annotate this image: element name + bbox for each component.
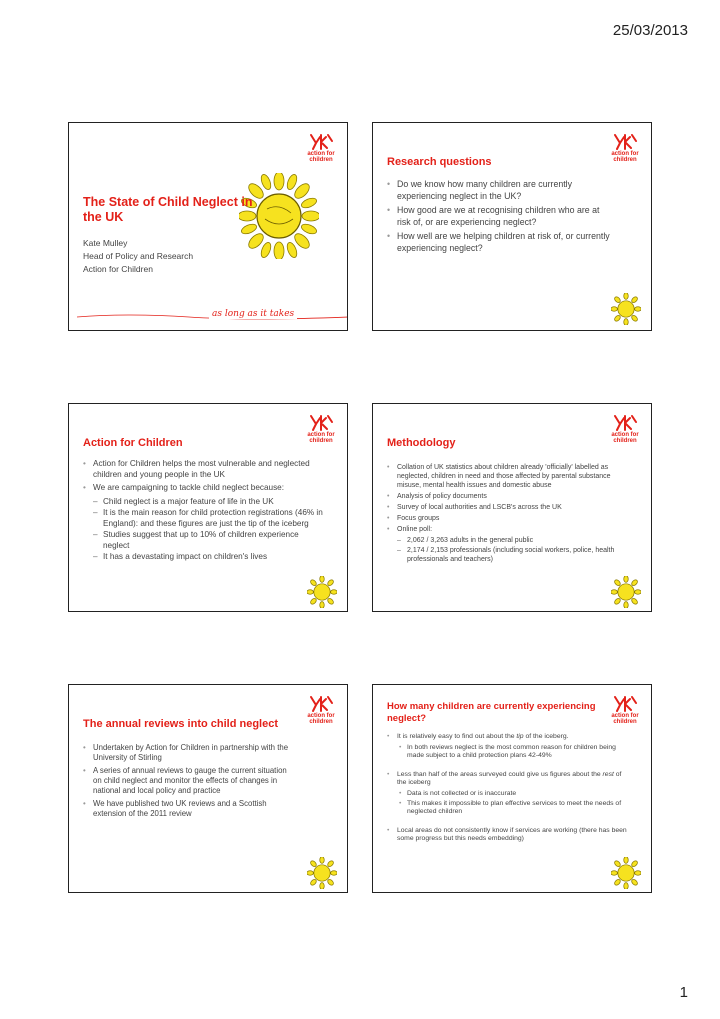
logo-figures-icon: [308, 133, 334, 151]
list-item: • Survey of local authorities and LSCB's across the UK: [387, 503, 621, 512]
list-item: [387, 733, 627, 742]
list-item: • Do we know how many children are currently experiencing neglect in the UK?: [387, 179, 615, 202]
list-subitem: – It has a devastating impact on children's lives: [83, 552, 327, 563]
slide-methodology: [372, 403, 652, 612]
sun-icon: [611, 293, 641, 325]
list-item: • Undertaken by Action for Children in partnership with the University of Stirling: [83, 743, 297, 763]
logo-line2: children: [309, 438, 333, 444]
list-subitem: – 2,062 / 3,263 adults in the general public: [387, 536, 621, 545]
list-item: • How well are we helping children at risk of, or currently experiencing neglect?: [387, 231, 615, 254]
logo-line1: action for: [611, 151, 639, 157]
list-item: • Focus groups: [387, 514, 621, 523]
list-item: • Local areas do not consistently know if services are working (there has been some progress but this needs embedding): [387, 827, 627, 844]
logo: [305, 133, 337, 163]
bullet-list: [387, 733, 627, 846]
sun-icon: [611, 576, 641, 608]
sun-icon: [611, 857, 641, 889]
sun-icon: [307, 576, 337, 608]
list-subitem: • In both reviews neglect is the most common reason for children being made subject to a child protection plans 42-49%: [387, 744, 627, 761]
logo-line1: action for: [611, 713, 639, 719]
logo-figures-icon: [308, 414, 334, 432]
list-subitem: – Studies suggest that up to 10% of children experience neglect: [83, 530, 327, 551]
presenter-role: Head of Policy and Research: [83, 251, 194, 261]
slide-heading: Methodology: [387, 437, 456, 449]
bullet-list: [83, 743, 297, 822]
text-part: of the iceberg.: [523, 733, 569, 740]
list-subitem: – It is the main reason for child protection registrations (46% in England): and these figures are just the tip of the iceberg: [83, 508, 327, 529]
list-subitem: – 2,174 / 2,153 professionals (including social workers, police, health professionals and teachers): [387, 546, 621, 564]
list-item: • We are campaigning to tackle child neglect because:: [83, 483, 327, 494]
logo: [609, 414, 641, 444]
bullet-list: [387, 463, 621, 565]
header-date: 25/03/2013: [612, 22, 688, 39]
list-subitem: • Data is not collected or is inaccurate: [387, 790, 627, 799]
list-item: [387, 771, 627, 788]
list-item: • How good are we at recognising children who are at risk of, or are experiencing neglect?: [387, 205, 615, 228]
slide-heading: How many children are currently experiencing neglect?: [387, 701, 596, 724]
logo: [609, 133, 641, 163]
text-part: of the iceberg: [397, 770, 622, 787]
logo-line2: children: [613, 719, 637, 725]
slide-action-for-children: [68, 403, 348, 612]
list-item: • Collation of UK statistics about children already 'officially' labelled as neglected, children in need and those affected by parental substance misuse, mental health issues and domestic abuse: [387, 463, 621, 490]
logo-line2: children: [613, 438, 637, 444]
slogan: as long as it takes: [209, 309, 297, 319]
slide-research-questions: [372, 122, 652, 331]
logo-figures-icon: [612, 414, 638, 432]
logo-line2: children: [309, 719, 333, 725]
list-item: • Analysis of policy documents: [387, 492, 621, 501]
logo-figures-icon: [612, 695, 638, 713]
logo: [305, 414, 337, 444]
slide-title-heading: The State of Child Neglect in the UK: [83, 195, 253, 224]
slide-how-many-children: [372, 684, 652, 893]
list-subitem: • This makes it impossible to plan effective services to meet the needs of neglected children: [387, 800, 627, 817]
list-subitem: – Child neglect is a major feature of life in the UK: [83, 497, 327, 508]
text-part: It is relatively easy to find out about the: [397, 733, 517, 740]
list-item: • Online poll:: [387, 525, 621, 534]
slide-annual-reviews: [68, 684, 348, 893]
logo: [609, 695, 641, 725]
list-item: • We have published two UK reviews and a Scottish extension of the 2011 review: [83, 799, 297, 819]
logo-line2: children: [309, 157, 333, 163]
sun-icon: [307, 857, 337, 889]
bullet-list: [83, 459, 327, 564]
text-emphasis: rest: [602, 770, 614, 778]
logo-figures-icon: [308, 695, 334, 713]
logo: [305, 695, 337, 725]
logo-line1: action for: [307, 432, 335, 438]
presenter-org: Action for Children: [83, 264, 153, 274]
logo-line2: children: [613, 157, 637, 163]
presenter-info: [83, 237, 193, 276]
logo-line1: action for: [611, 432, 639, 438]
presenter-name: Kate Mulley: [83, 238, 128, 248]
page-number: 1: [679, 984, 688, 1001]
slide-title: [68, 122, 348, 331]
list-item: • Action for Children helps the most vulnerable and neglected children and young people in the UK: [83, 459, 327, 480]
slide-heading: Research questions: [387, 156, 492, 168]
logo-line1: action for: [307, 713, 335, 719]
slide-heading: Action for Children: [83, 437, 183, 449]
logo-figures-icon: [612, 133, 638, 151]
text-emphasis: tip: [516, 733, 524, 740]
text-part: Less than half of the areas surveyed could give us figures about the: [397, 770, 603, 778]
logo-line1: action for: [307, 151, 335, 157]
slide-heading: The annual reviews into child neglect: [83, 718, 278, 730]
bullet-list: [387, 179, 615, 257]
list-item: • A series of annual reviews to gauge the current situation on child neglect and monitor the effects of changes in national and local policy and practice: [83, 766, 297, 796]
